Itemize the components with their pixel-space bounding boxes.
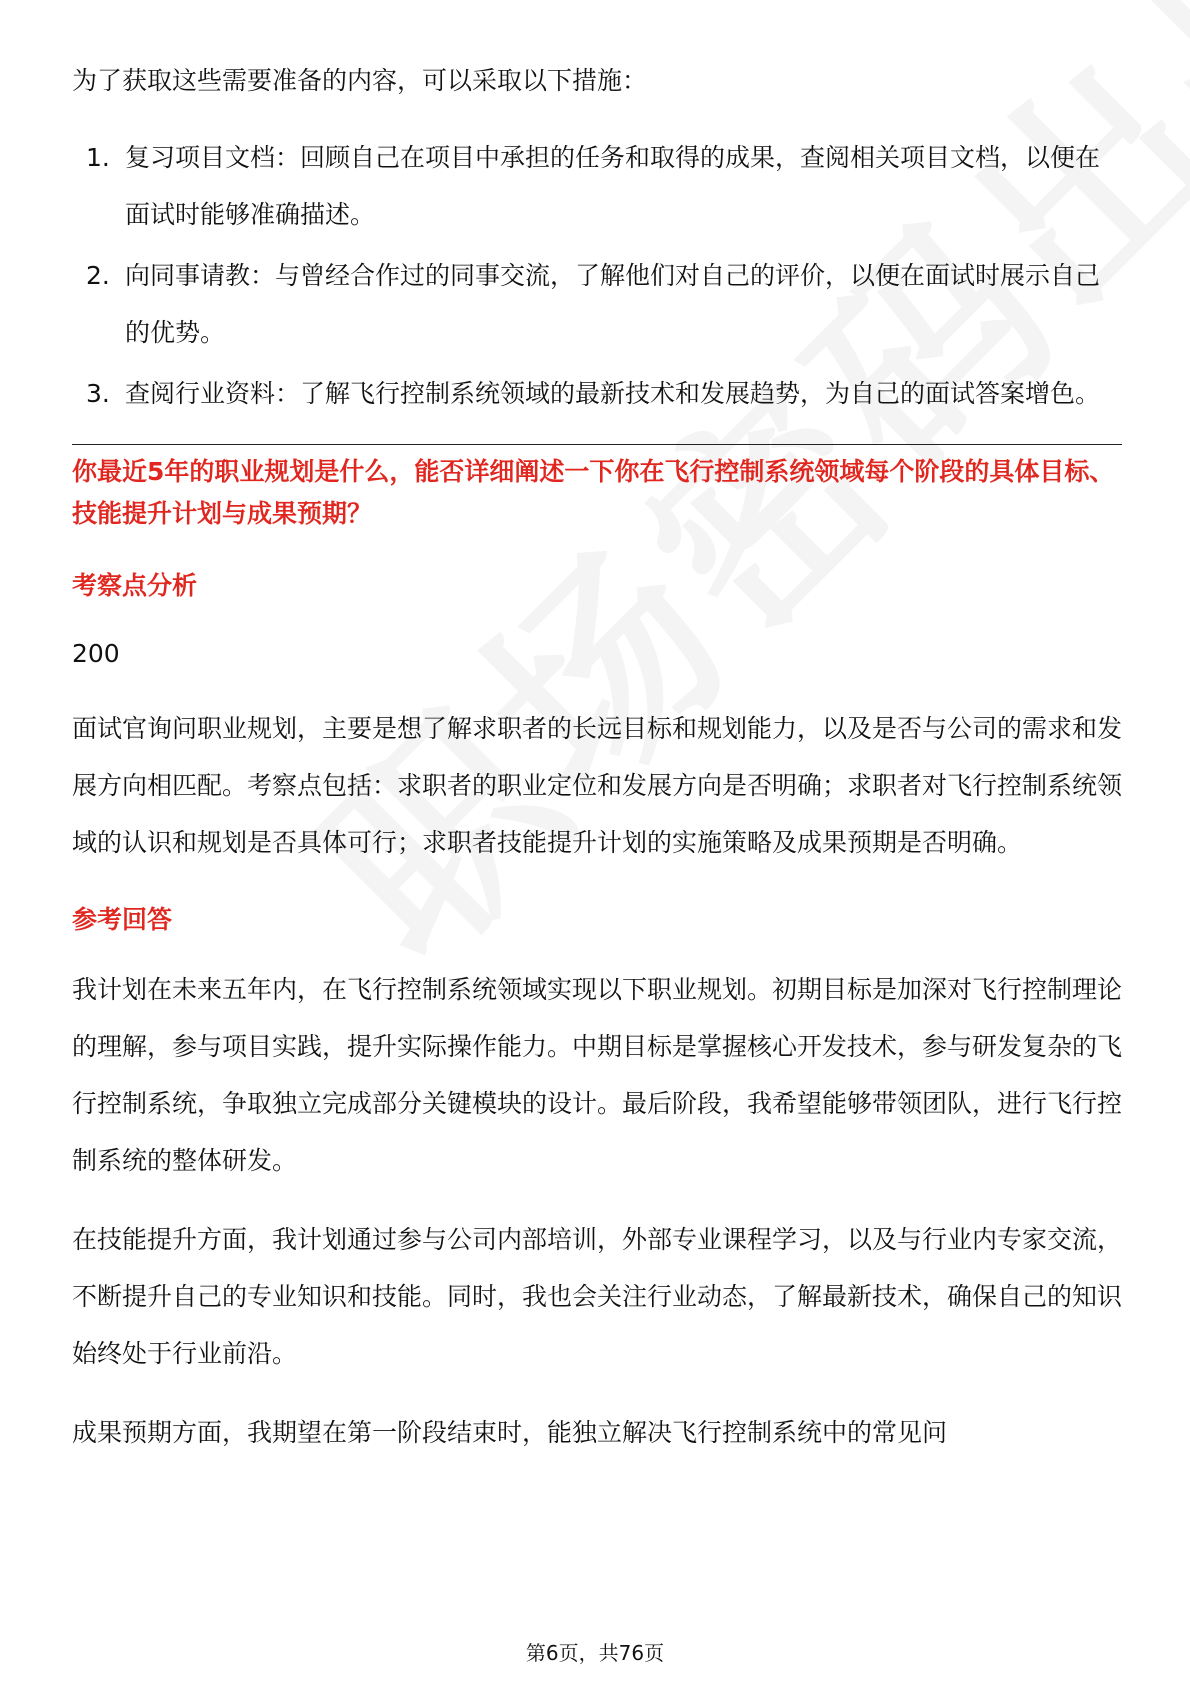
answer-paragraph-1: 我计划在未来五年内，在飞行控制系统领域实现以下职业规划。初期目标是加深对飞行控制理论的理解，参与项目实践，提升实际操作能力。中期目标是掌握核心开发技术，参与研发复杂的飞行控制系统，争取独立完成部分关键模块的设计。最后阶段，我希望能够带领团队，进行飞行控制系统的整体研发。 bbox=[72, 975, 1123, 1175]
page-number: 第6页，共76页 bbox=[525, 1641, 665, 1665]
answer-paragraph-3: 成果预期方面，我期望在第一阶段结束时，能独立解决飞行控制系统中的常见问 bbox=[72, 1418, 948, 1447]
list-item bbox=[72, 129, 1122, 243]
list-item bbox=[72, 365, 1122, 422]
list-item-number: 2. bbox=[86, 261, 110, 290]
analysis-score: 200 bbox=[72, 639, 120, 668]
interview-question: 你最近5年的职业规划是什么，能否详细阐述一下你在飞行控制系统领域每个阶段的具体目标、技能提升计划与成果预期？ bbox=[72, 457, 1115, 528]
analysis-heading: 考察点分析 bbox=[72, 571, 198, 600]
list-item-text: 查阅行业资料：了解飞行控制系统领域的最新技术和发展趋势，为自己的面试答案增色。 bbox=[125, 379, 1101, 408]
list-item-text: 复习项目文档：回顾自己在项目中承担的任务和取得的成果，查阅相关项目文档，以便在面试时能够准确描述。 bbox=[125, 143, 1101, 229]
document-body bbox=[72, 52, 1122, 1461]
answer-paragraph-2: 在技能提升方面，我计划通过参与公司内部培训，外部专业课程学习，以及与行业内专家交流，不断提升自己的专业知识和技能。同时，我也会关注行业动态，了解最新技术，确保自己的知识始终处于行业前沿。 bbox=[72, 1225, 1123, 1368]
list-item-number: 1. bbox=[86, 143, 110, 172]
analysis-text: 面试官询问职业规划，主要是想了解求职者的长远目标和规划能力，以及是否与公司的需求和发展方向相匹配。考察点包括：求职者的职业定位和发展方向是否明确；求职者对飞行控制系统领域的认识和规划是否具体可行；求职者技能提升计划的实施策略及成果预期是否明确。 bbox=[72, 714, 1123, 857]
measures-list bbox=[72, 129, 1122, 422]
list-item-number: 3. bbox=[86, 379, 110, 408]
list-item bbox=[72, 247, 1122, 361]
answer-heading: 参考回答 bbox=[72, 905, 173, 934]
intro-text: 为了获取这些需要准备的内容，可以采取以下措施： bbox=[72, 66, 648, 95]
list-item-text: 向同事请教：与曾经合作过的同事交流，了解他们对自己的评价，以便在面试时展示自己的优势。 bbox=[125, 261, 1101, 347]
section-divider bbox=[72, 444, 1122, 445]
